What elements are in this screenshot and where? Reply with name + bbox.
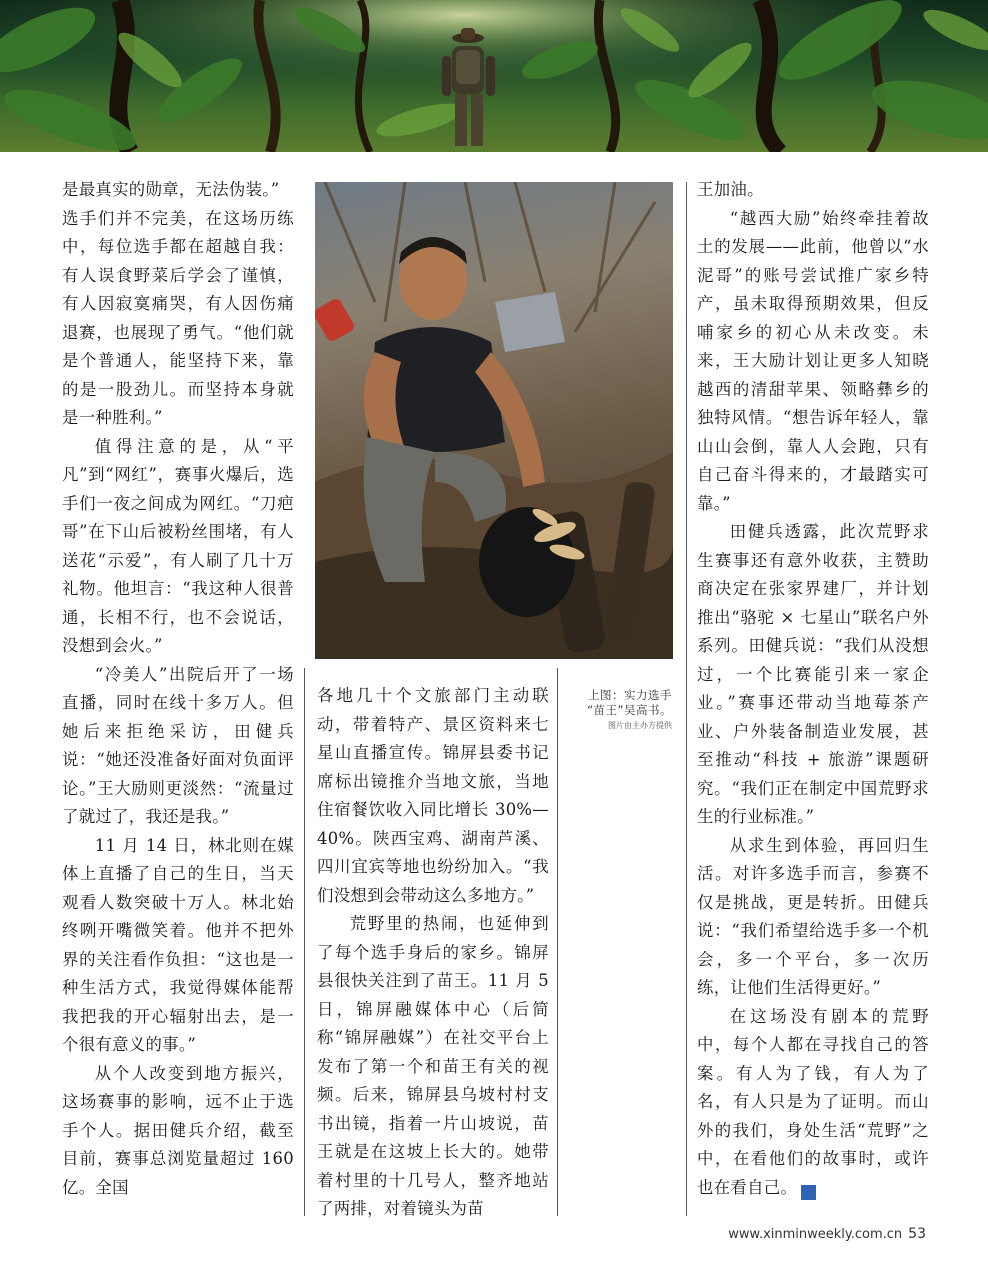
contestant-photo	[315, 182, 673, 659]
text-column-2	[317, 682, 549, 1224]
paragraph: 王加油。	[697, 180, 764, 199]
paragraph: 是最真实的勋章，无法伪装。”	[62, 180, 280, 199]
paragraph: 从个人改变到地方振兴，这场赛事的影响，远不止于选手个人。据田健兵介绍，截至目前，赛事总浏览量超过 160 亿。全国	[62, 1063, 294, 1197]
paragraph: 荒野里的热闹，也延伸到了每个选手身后的家乡。锦屏县很快关注到了苗王。11 月 5 日，锦屏融媒体中心（后简称“锦屏融媒”）在社交平台上发布了第一个和苗王有关的视频。后来，锦屏县乌坡村村支书出镜，指着一片山坡说，苗王就是在这坡上长大的。她带着村里的十几号人，整齐地站了两排，对着镜头为苗	[317, 914, 549, 1218]
caption-line-1: 上图：实力选手	[588, 688, 672, 702]
paragraph: 11 月 14 日，林北则在媒体上直播了自己的生日，当天观看人数突破十万人。林北始终咧开嘴微笑着。他并不把外界的关注看作负担：“这也是一种生活方式，我觉得媒体能帮我把我的开心辐射出去，是一个很有意义的事。”	[62, 835, 294, 1054]
jungle-scene-illustration	[0, 0, 988, 152]
paragraph: “冷美人”出院后开了一场直播，同时在线十多万人。但她后来拒绝采访，田健兵说：“她还没准备好面对负面评论。”王大励则更淡然：“流量过了就过了，我还是我。”	[62, 664, 294, 826]
paragraph: 选手们并不完美，在这场历练中，每位选手都在超越自我：有人误食野菜后学会了谨慎，有人因寂寞痛哭，有人因伤痛退赛，也展现了勇气。“他们就是个普通人，能坚持下来，靠的是一股劲儿。而坚持本身就是一种胜利。”	[62, 208, 294, 427]
jungle-hiker-banner	[0, 0, 988, 152]
paragraph: 从求生到体验，再回归生活。对许多选手而言，参赛不仅是挑战，更是转折。田健兵说：“我们希望给选手多一个机会，多一个平台，多一次历练，让他们生活得更好。”	[697, 835, 929, 997]
paragraph: 各地几十个文旅部门主动联动，带着特产、景区资料来七星山直播宣传。锦屏县委书记席标出镜推介当地文旅，当地住宿餐饮收入同比增长 30%—40%。陕西宝鸡、湖南芦溪、四川宜宾等地也纷纷加入。“我们没想到会带动这么多地方。”	[317, 686, 549, 905]
paragraph: 值得注意的是，从“平凡”到“网红”，赛事火爆后，选手们一夜之间成为网红。“刀疤哥”在下山后被粉丝围堵，有人送花“示爱”，有人刷了几十万礼物。他坦言：“我这种人很普通，长相不行，也不会说话，没想到会火。”	[62, 436, 294, 655]
caption-credit: 图片由主办方提供	[608, 721, 672, 730]
page-number: 53	[908, 1226, 926, 1242]
paragraph: “越西大励”始终牵挂着故土的发展——此前，他曾以“水泥哥”的账号尝试推广家乡特产，虽未取得预期效果，但反哺家乡的初心从未改变。未来，王大励计划让更多人知晓越西的清甜苹果、领略彝乡的独特风情。“想告诉年轻人，靠山山会倒，靠人人会跑，只有自己奋斗得来的，才最踏实可靠。”	[697, 208, 929, 513]
column-divider	[686, 182, 687, 1216]
end-mark-icon: 民	[801, 1185, 816, 1200]
text-column-1	[62, 176, 294, 1202]
man-crouching-illustration	[315, 182, 673, 659]
column-divider	[557, 668, 558, 1216]
paragraph: 田健兵透露，此次荒野求生赛事还有意外收获，主赞助商决定在张家界建厂，并计划推出“骆驼 × 七星山”联名户外系列。田健兵说：“我们从没想过，一个比赛能引来一家企业。”赛事还带动当地莓茶产业、户外装备制造业发展，甚至推动“科技 + 旅游”课题研究。“我们正在制定中国荒野求生的行业标准。”	[697, 522, 929, 826]
paragraph-last	[697, 1003, 929, 1203]
photo-caption	[568, 688, 672, 732]
paragraph-text: 在这场没有剧本的荒野中，每个人都在寻找自己的答案。有人为了钱，有人为了名，有人只是为了证明。而山外的我们，身处生活“荒野”之中，在看他们的故事时，或许也在看自己。	[697, 1006, 929, 1197]
footer-url: www.xinminweekly.com.cn	[728, 1227, 903, 1242]
page-footer	[728, 1226, 926, 1242]
text-column-3	[697, 176, 929, 1202]
column-divider	[304, 668, 305, 1216]
caption-line-2: “苗王”吴高书。	[587, 703, 672, 717]
